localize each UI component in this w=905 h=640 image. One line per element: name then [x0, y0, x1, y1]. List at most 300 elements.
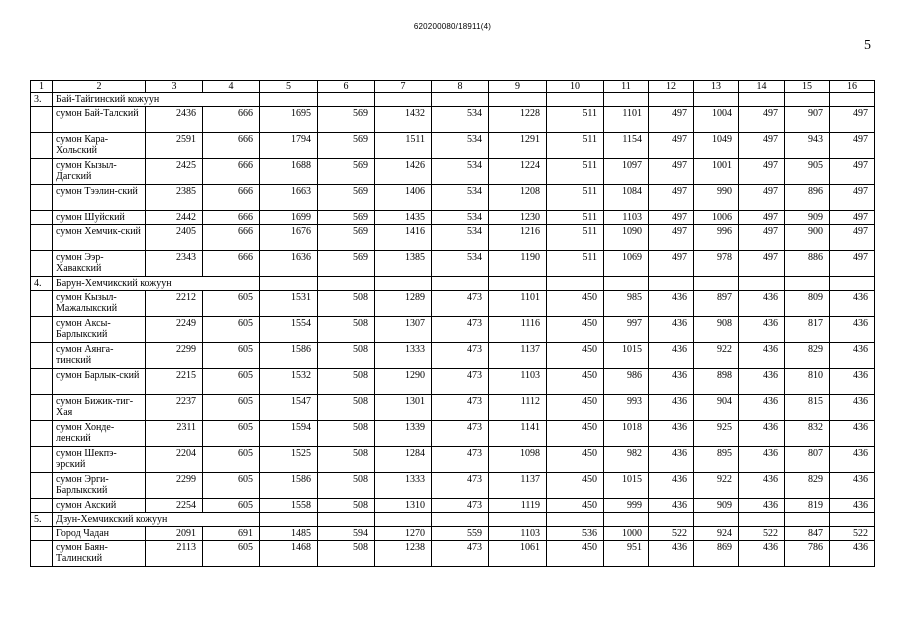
- value-cell: 666: [203, 107, 260, 133]
- value-cell: 511: [547, 185, 604, 211]
- value-cell: 569: [318, 225, 375, 251]
- settlement-name: сумон Хемчик-ский: [53, 225, 146, 251]
- value-cell: 815: [785, 395, 830, 421]
- column-number-cell: 12: [649, 81, 694, 93]
- settlement-name: сумон Эрги-Барлыкский: [53, 473, 146, 499]
- value-cell: 497: [830, 251, 875, 277]
- value-cell: 2249: [146, 317, 203, 343]
- value-cell: 1137: [489, 473, 547, 499]
- value-cell: 436: [830, 473, 875, 499]
- value-cell: 497: [830, 225, 875, 251]
- value-cell: 666: [203, 133, 260, 159]
- value-cell: 436: [830, 369, 875, 395]
- value-cell: 2591: [146, 133, 203, 159]
- value-cell: 511: [547, 251, 604, 277]
- settlement-name: сумон Акский: [53, 499, 146, 513]
- value-cell: 2091: [146, 527, 203, 541]
- value-cell: 436: [830, 395, 875, 421]
- column-number-cell: 8: [432, 81, 489, 93]
- table-row: [31, 225, 875, 251]
- column-number-cell: 15: [785, 81, 830, 93]
- value-cell: 436: [739, 317, 785, 343]
- row-index-cell: [31, 527, 53, 541]
- value-cell: 497: [739, 251, 785, 277]
- value-cell: 886: [785, 251, 830, 277]
- value-cell: 1284: [375, 447, 432, 473]
- value-cell: 1224: [489, 159, 547, 185]
- value-cell: 943: [785, 133, 830, 159]
- row-index-cell: [31, 317, 53, 343]
- table-row: [31, 541, 875, 567]
- value-cell: 925: [694, 421, 739, 447]
- value-cell: 497: [649, 107, 694, 133]
- value-cell: 1290: [375, 369, 432, 395]
- value-cell: 605: [203, 343, 260, 369]
- empty-cell: [432, 513, 489, 527]
- value-cell: 511: [547, 107, 604, 133]
- value-cell: 534: [432, 185, 489, 211]
- value-cell: 534: [432, 225, 489, 251]
- value-cell: 534: [432, 107, 489, 133]
- value-cell: 436: [739, 499, 785, 513]
- row-index-cell: [31, 369, 53, 395]
- table-body: [31, 81, 875, 567]
- value-cell: 511: [547, 133, 604, 159]
- value-cell: 1208: [489, 185, 547, 211]
- value-cell: 896: [785, 185, 830, 211]
- value-cell: 569: [318, 133, 375, 159]
- value-cell: 817: [785, 317, 830, 343]
- value-cell: 2442: [146, 211, 203, 225]
- value-cell: 497: [649, 133, 694, 159]
- value-cell: 666: [203, 185, 260, 211]
- value-cell: 810: [785, 369, 830, 395]
- empty-cell: [649, 277, 694, 291]
- value-cell: 2254: [146, 499, 203, 513]
- value-cell: 436: [739, 541, 785, 567]
- empty-cell: [489, 93, 547, 107]
- value-cell: 450: [547, 473, 604, 499]
- empty-cell: [604, 277, 649, 291]
- value-cell: 666: [203, 159, 260, 185]
- value-cell: 605: [203, 291, 260, 317]
- value-cell: 605: [203, 447, 260, 473]
- value-cell: 605: [203, 499, 260, 513]
- value-cell: 904: [694, 395, 739, 421]
- value-cell: 508: [318, 369, 375, 395]
- value-cell: 436: [830, 541, 875, 567]
- section-index: 3.: [31, 93, 53, 107]
- value-cell: 497: [830, 159, 875, 185]
- settlement-name: сумон Аянга-тинский: [53, 343, 146, 369]
- empty-cell: [375, 277, 432, 291]
- value-cell: 450: [547, 291, 604, 317]
- value-cell: 450: [547, 541, 604, 567]
- value-cell: 1310: [375, 499, 432, 513]
- value-cell: 1291: [489, 133, 547, 159]
- row-index-cell: [31, 421, 53, 447]
- value-cell: 569: [318, 211, 375, 225]
- value-cell: 895: [694, 447, 739, 473]
- empty-cell: [830, 513, 875, 527]
- value-cell: 1636: [260, 251, 318, 277]
- value-cell: 522: [649, 527, 694, 541]
- value-cell: 497: [649, 211, 694, 225]
- value-cell: 982: [604, 447, 649, 473]
- settlement-name: сумон Хонде-ленский: [53, 421, 146, 447]
- value-cell: 990: [694, 185, 739, 211]
- empty-cell: [489, 277, 547, 291]
- value-cell: 436: [830, 291, 875, 317]
- empty-cell: [547, 513, 604, 527]
- value-cell: 1468: [260, 541, 318, 567]
- value-cell: 1432: [375, 107, 432, 133]
- value-cell: 473: [432, 395, 489, 421]
- value-cell: 1435: [375, 211, 432, 225]
- value-cell: 534: [432, 251, 489, 277]
- column-number-cell: 5: [260, 81, 318, 93]
- value-cell: 666: [203, 211, 260, 225]
- settlement-name: сумон Ээр-Хавакский: [53, 251, 146, 277]
- empty-cell: [432, 277, 489, 291]
- value-cell: 497: [649, 159, 694, 185]
- value-cell: 436: [649, 369, 694, 395]
- value-cell: 1112: [489, 395, 547, 421]
- table-row: [31, 395, 875, 421]
- value-cell: 436: [830, 499, 875, 513]
- value-cell: 436: [649, 473, 694, 499]
- value-cell: 2237: [146, 395, 203, 421]
- value-cell: 2215: [146, 369, 203, 395]
- value-cell: 997: [604, 317, 649, 343]
- column-number-cell: 4: [203, 81, 260, 93]
- value-cell: 473: [432, 447, 489, 473]
- table-row: [31, 499, 875, 513]
- value-cell: 1061: [489, 541, 547, 567]
- value-cell: 1090: [604, 225, 649, 251]
- value-cell: 534: [432, 211, 489, 225]
- empty-cell: [830, 93, 875, 107]
- section-header-row: [31, 93, 875, 107]
- value-cell: 1141: [489, 421, 547, 447]
- value-cell: 1485: [260, 527, 318, 541]
- table-row: [31, 251, 875, 277]
- value-cell: 1101: [489, 291, 547, 317]
- value-cell: 1554: [260, 317, 318, 343]
- settlement-name: Город Чадан: [53, 527, 146, 541]
- settlement-name: сумон Бай-Талский: [53, 107, 146, 133]
- settlement-name: сумон Барлык-ский: [53, 369, 146, 395]
- empty-cell: [260, 513, 318, 527]
- section-header-row: [31, 513, 875, 527]
- value-cell: 1699: [260, 211, 318, 225]
- value-cell: 436: [830, 343, 875, 369]
- value-cell: 511: [547, 159, 604, 185]
- value-cell: 473: [432, 499, 489, 513]
- column-number-cell: 6: [318, 81, 375, 93]
- value-cell: 569: [318, 185, 375, 211]
- value-cell: 473: [432, 541, 489, 567]
- value-cell: 922: [694, 473, 739, 499]
- value-cell: 605: [203, 369, 260, 395]
- value-cell: 1333: [375, 473, 432, 499]
- empty-cell: [604, 513, 649, 527]
- value-cell: 605: [203, 395, 260, 421]
- value-cell: 2425: [146, 159, 203, 185]
- row-index-cell: [31, 541, 53, 567]
- empty-cell: [604, 93, 649, 107]
- empty-cell: [830, 277, 875, 291]
- value-cell: 605: [203, 473, 260, 499]
- value-cell: 497: [830, 211, 875, 225]
- value-cell: 497: [830, 107, 875, 133]
- value-cell: 807: [785, 447, 830, 473]
- value-cell: 436: [739, 473, 785, 499]
- value-cell: 605: [203, 421, 260, 447]
- value-cell: 2212: [146, 291, 203, 317]
- value-cell: 508: [318, 291, 375, 317]
- value-cell: 1238: [375, 541, 432, 567]
- value-cell: 436: [739, 369, 785, 395]
- section-title: Дзун-Хемчикский кожуун: [53, 513, 260, 527]
- value-cell: 1525: [260, 447, 318, 473]
- value-cell: 1098: [489, 447, 547, 473]
- table-row: [31, 291, 875, 317]
- column-number-cell: 16: [830, 81, 875, 93]
- table-row: [31, 369, 875, 395]
- column-number-cell: 10: [547, 81, 604, 93]
- section-index: 5.: [31, 513, 53, 527]
- value-cell: 1333: [375, 343, 432, 369]
- value-cell: 691: [203, 527, 260, 541]
- section-title: Бай-Тайгинский кожуун: [53, 93, 260, 107]
- empty-cell: [785, 513, 830, 527]
- row-index-cell: [31, 447, 53, 473]
- empty-cell: [375, 93, 432, 107]
- value-cell: 569: [318, 107, 375, 133]
- value-cell: 473: [432, 343, 489, 369]
- value-cell: 508: [318, 317, 375, 343]
- empty-cell: [489, 513, 547, 527]
- settlement-name: сумон Аксы-Барлыкский: [53, 317, 146, 343]
- table-row: [31, 527, 875, 541]
- table-row: [31, 185, 875, 211]
- value-cell: 522: [739, 527, 785, 541]
- value-cell: 978: [694, 251, 739, 277]
- value-cell: 1301: [375, 395, 432, 421]
- settlement-name: сумон Кызыл-Дагский: [53, 159, 146, 185]
- empty-cell: [649, 513, 694, 527]
- value-cell: 450: [547, 395, 604, 421]
- value-cell: 2299: [146, 343, 203, 369]
- settlement-name: сумон Шуйский: [53, 211, 146, 225]
- value-cell: 436: [739, 343, 785, 369]
- value-cell: 508: [318, 541, 375, 567]
- value-cell: 1426: [375, 159, 432, 185]
- value-cell: 1116: [489, 317, 547, 343]
- value-cell: 522: [830, 527, 875, 541]
- value-cell: 2311: [146, 421, 203, 447]
- value-cell: 536: [547, 527, 604, 541]
- value-cell: 1006: [694, 211, 739, 225]
- value-cell: 2385: [146, 185, 203, 211]
- value-cell: 508: [318, 421, 375, 447]
- value-cell: 450: [547, 499, 604, 513]
- empty-cell: [375, 513, 432, 527]
- value-cell: 569: [318, 251, 375, 277]
- value-cell: 436: [649, 499, 694, 513]
- empty-cell: [260, 277, 318, 291]
- row-index-cell: [31, 291, 53, 317]
- value-cell: 1069: [604, 251, 649, 277]
- value-cell: 497: [649, 251, 694, 277]
- empty-cell: [785, 277, 830, 291]
- value-cell: 436: [649, 447, 694, 473]
- value-cell: 1137: [489, 343, 547, 369]
- row-index-cell: [31, 185, 53, 211]
- value-cell: 1688: [260, 159, 318, 185]
- value-cell: 473: [432, 473, 489, 499]
- value-cell: 436: [649, 317, 694, 343]
- value-cell: 666: [203, 225, 260, 251]
- value-cell: 2405: [146, 225, 203, 251]
- value-cell: 1511: [375, 133, 432, 159]
- value-cell: 1289: [375, 291, 432, 317]
- value-cell: 1406: [375, 185, 432, 211]
- value-cell: 436: [830, 317, 875, 343]
- table-row: [31, 133, 875, 159]
- column-number-cell: 14: [739, 81, 785, 93]
- value-cell: 786: [785, 541, 830, 567]
- value-cell: 1001: [694, 159, 739, 185]
- value-cell: 1663: [260, 185, 318, 211]
- row-index-cell: [31, 225, 53, 251]
- column-number-row: [31, 81, 875, 93]
- column-number-cell: 3: [146, 81, 203, 93]
- value-cell: 1695: [260, 107, 318, 133]
- value-cell: 1531: [260, 291, 318, 317]
- empty-cell: [318, 93, 375, 107]
- row-index-cell: [31, 473, 53, 499]
- empty-cell: [547, 277, 604, 291]
- value-cell: 1103: [604, 211, 649, 225]
- value-cell: 2343: [146, 251, 203, 277]
- value-cell: 605: [203, 317, 260, 343]
- empty-cell: [785, 93, 830, 107]
- value-cell: 869: [694, 541, 739, 567]
- settlement-name: сумон Бижик-тиг-Хая: [53, 395, 146, 421]
- value-cell: 1084: [604, 185, 649, 211]
- value-cell: 1018: [604, 421, 649, 447]
- value-cell: 819: [785, 499, 830, 513]
- value-cell: 473: [432, 369, 489, 395]
- value-cell: 908: [694, 317, 739, 343]
- table-row: [31, 421, 875, 447]
- column-number-cell: 1: [31, 81, 53, 93]
- value-cell: 1119: [489, 499, 547, 513]
- value-cell: 436: [830, 447, 875, 473]
- value-cell: 1532: [260, 369, 318, 395]
- empty-cell: [318, 277, 375, 291]
- value-cell: 436: [739, 291, 785, 317]
- value-cell: 2113: [146, 541, 203, 567]
- value-cell: 909: [785, 211, 830, 225]
- value-cell: 898: [694, 369, 739, 395]
- empty-cell: [260, 93, 318, 107]
- value-cell: 450: [547, 369, 604, 395]
- value-cell: 473: [432, 291, 489, 317]
- value-cell: 497: [739, 107, 785, 133]
- empty-cell: [649, 93, 694, 107]
- value-cell: 985: [604, 291, 649, 317]
- empty-cell: [694, 277, 739, 291]
- value-cell: 497: [649, 225, 694, 251]
- value-cell: 569: [318, 159, 375, 185]
- value-cell: 534: [432, 133, 489, 159]
- column-number-cell: 9: [489, 81, 547, 93]
- value-cell: 594: [318, 527, 375, 541]
- value-cell: 450: [547, 447, 604, 473]
- column-number-cell: 13: [694, 81, 739, 93]
- table-row: [31, 159, 875, 185]
- value-cell: 436: [830, 421, 875, 447]
- table-row: [31, 473, 875, 499]
- value-cell: 922: [694, 343, 739, 369]
- value-cell: 1594: [260, 421, 318, 447]
- value-cell: 907: [785, 107, 830, 133]
- value-cell: 909: [694, 499, 739, 513]
- table-row: [31, 447, 875, 473]
- row-index-cell: [31, 133, 53, 159]
- empty-cell: [694, 93, 739, 107]
- empty-cell: [547, 93, 604, 107]
- table-row: [31, 107, 875, 133]
- value-cell: 1416: [375, 225, 432, 251]
- row-index-cell: [31, 211, 53, 225]
- section-title: Барун-Хемчикский кожуун: [53, 277, 260, 291]
- value-cell: 605: [203, 541, 260, 567]
- value-cell: 900: [785, 225, 830, 251]
- value-cell: 809: [785, 291, 830, 317]
- value-cell: 829: [785, 473, 830, 499]
- settlement-name: сумон Кара-Хольский: [53, 133, 146, 159]
- row-index-cell: [31, 499, 53, 513]
- value-cell: 497: [739, 185, 785, 211]
- value-cell: 1103: [489, 527, 547, 541]
- value-cell: 436: [649, 395, 694, 421]
- value-cell: 497: [739, 159, 785, 185]
- value-cell: 436: [649, 343, 694, 369]
- value-cell: 924: [694, 527, 739, 541]
- value-cell: 534: [432, 159, 489, 185]
- value-cell: 508: [318, 473, 375, 499]
- value-cell: 436: [649, 541, 694, 567]
- value-cell: 905: [785, 159, 830, 185]
- value-cell: 497: [649, 185, 694, 211]
- value-cell: 1230: [489, 211, 547, 225]
- page-number: 5: [864, 38, 871, 53]
- value-cell: 2204: [146, 447, 203, 473]
- value-cell: 1015: [604, 473, 649, 499]
- empty-cell: [318, 513, 375, 527]
- empty-cell: [739, 277, 785, 291]
- value-cell: 436: [649, 291, 694, 317]
- value-cell: 508: [318, 499, 375, 513]
- value-cell: 450: [547, 343, 604, 369]
- value-cell: 1586: [260, 473, 318, 499]
- row-index-cell: [31, 159, 53, 185]
- value-cell: 436: [739, 395, 785, 421]
